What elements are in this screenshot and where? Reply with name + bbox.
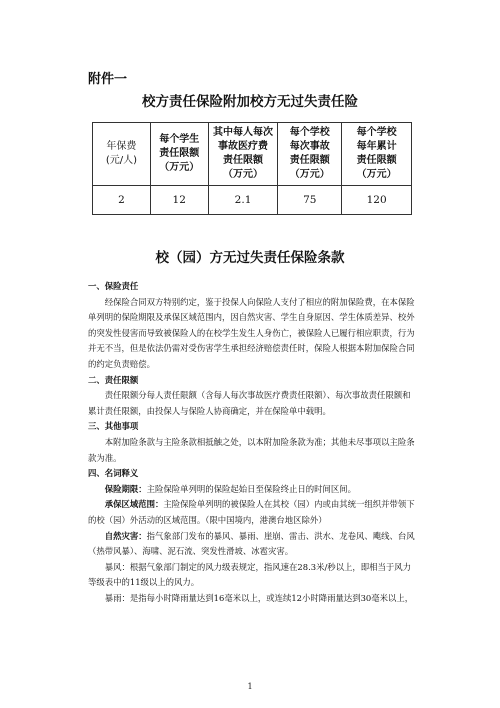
definition-text: 是指每小时降雨量达到16毫米以上，或连续12小时降雨量达到30毫米以上， (129, 592, 414, 603)
table-header-premium: 年保费 (元/人) (93, 123, 151, 186)
table-header-per-student: 每个学生 责任限额 （万元） (150, 123, 208, 186)
definition-item (88, 591, 418, 607)
section-paragraph: 经保险合同双方特别约定，鉴于投保人向保险人支付了相应的附加保险费，在本保险单列明的保险期限及承保区域范围内，因自然灾害、学生自身原因、学生体质差异、校外的突发性侵害而导致被保险人的在校学生发生人身伤亡，被保险人已履行相应职责，行为并无不当，但是依法仍需对受伤害学生承担经济赔偿责任时，保险人根据本附加保险合同的约定负责赔偿。 (88, 296, 415, 369)
table-cell: 120 (342, 186, 412, 215)
definition-item (88, 482, 418, 498)
table-cell: 2.1 (208, 186, 278, 215)
annex-label: 附件一 (88, 72, 128, 87)
clause-title: 校（园）方无过失责任保险条款 (155, 250, 345, 266)
definition-term: 自然灾害： (104, 530, 147, 541)
definition-term: 承保区域范围： (104, 499, 164, 510)
definition-item (88, 497, 418, 528)
liability-limit-table (92, 122, 412, 215)
definition-text: 暴风：根据气象部门制定的风力级表规定， (104, 561, 264, 572)
definition-item (88, 560, 418, 591)
clause-body (88, 279, 418, 606)
section-heading: 三、其他事项 (88, 421, 139, 432)
section-heading: 二、责任限额 (88, 374, 139, 385)
table-row (93, 186, 412, 215)
definition-item (88, 529, 418, 560)
definition-term: 暴雨： (104, 592, 130, 603)
document-title: 校方责任保险附加校方无过失责任险 (142, 94, 358, 110)
page-number: 1 (247, 682, 253, 691)
definition-text: 主险保险单列明的保险起始日至保险终止日的时间区间。 (146, 483, 357, 494)
definition-text: 指气象部门发布的暴风、暴雨、崖崩、雷击、洪水、龙卷风、飑线、台风（热带风暴）、海啸、泥石流、突发性滑坡、冰雹灾害。 (88, 530, 415, 557)
section-heading: 一、保险责任 (88, 281, 139, 291)
table-header-medical: 其中每人每次 事故医疗费 责任限额 （万元） (208, 123, 278, 186)
definition-text: 主险保险单列明的被保险人在其校（园）内或由其统一组织并带领下的校（园）外活动的区域范围。（限中国境内，港澳台地区除外） (88, 499, 415, 525)
definition-text: 指风速在28.3米/秒以上，即相当于风力等级表中的11级以上的风力。 (88, 561, 412, 588)
section-heading: 四、名词释义 (88, 468, 139, 479)
section-paragraph: 责任限额分每人责任限额（含每人每次事故医疗费责任限额）、每次事故责任限额和累计责任限额，由投保人与保险人协商确定，并在保险单中载明。 (88, 390, 411, 416)
section-paragraph: 本附加险条款与主险条款相抵触之处，以本附加险条款为准；其他未尽事项以主险条款为准。 (88, 436, 415, 463)
table-cell: 12 (150, 186, 208, 215)
definition-term: 保险期限： (104, 483, 147, 494)
table-cell: 75 (278, 186, 342, 215)
table-header-annual: 每个学校 每年累计 责任限额 （万元） (342, 123, 412, 186)
table-header-row (93, 123, 412, 186)
table-header-per-accident: 每个学校 每次事故 责任限额 （万元） (278, 123, 342, 186)
table-cell: 2 (93, 186, 151, 215)
